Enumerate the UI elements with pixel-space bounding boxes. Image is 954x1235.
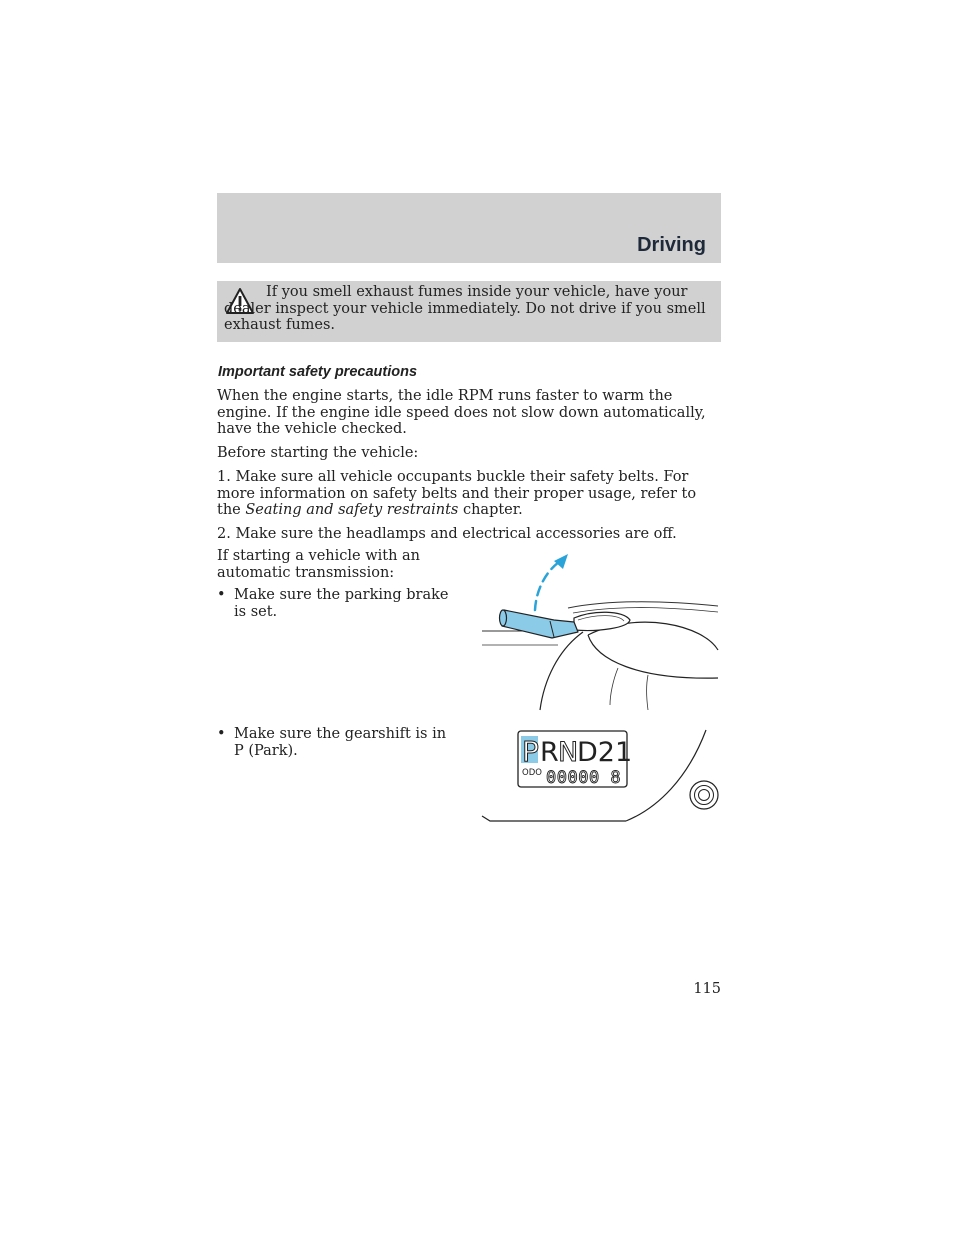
- paragraph-headlamps: 2. Make sure the headlamps and electrical accessories are off.: [217, 526, 677, 542]
- paragraph-automatic: If starting a vehicle with an automatic transmission:: [217, 548, 420, 581]
- bullet-parking-brake-text: Make sure the parking brake is set.: [234, 587, 449, 620]
- odometer-label: ODO: [522, 768, 542, 778]
- warning-text: If you smell exhaust fumes inside your vehicle, have your dealer inspect your vehicle immediately. Do not drive if you smell exhaust fumes.: [224, 284, 706, 333]
- safety-belts-text-end: chapter.: [458, 502, 523, 518]
- parking-brake-illustration: [478, 550, 724, 712]
- instrument-cluster-illustration: [478, 728, 724, 826]
- paragraph-before-starting: Before starting the vehicle:: [217, 445, 419, 461]
- gear-indicator-p: P: [522, 735, 539, 768]
- safety-belts-text-start: 1. Make sure all vehicle occupants buckle their safety belts. For more information on safety belts and their proper usage, refer to the: [217, 469, 697, 518]
- paragraph-safety-belts: [217, 469, 723, 519]
- warning-box: [217, 281, 721, 342]
- chapter-reference: Seating and safety restraints: [245, 502, 459, 518]
- bullet-marker: •: [217, 726, 226, 742]
- bullet-gearshift-text: Make sure the gearshift is in P (Park).: [234, 726, 447, 759]
- gear-indicator-d21: D21: [577, 737, 633, 768]
- odometer-value: 00000 8: [546, 768, 622, 788]
- bullet-marker: •: [217, 587, 226, 603]
- paragraph-idle-rpm: When the engine starts, the idle RPM runs faster to warm the engine. If the engine idle speed does not slow down automatically, have the vehicle checked.: [217, 388, 706, 437]
- subsection-title: Important safety precautions: [218, 364, 418, 380]
- page-number: 115: [693, 981, 721, 997]
- section-title: Driving: [637, 234, 706, 256]
- gear-indicator-r: R: [540, 737, 559, 768]
- gear-indicator-n: N: [558, 737, 579, 768]
- section-header: [217, 193, 721, 263]
